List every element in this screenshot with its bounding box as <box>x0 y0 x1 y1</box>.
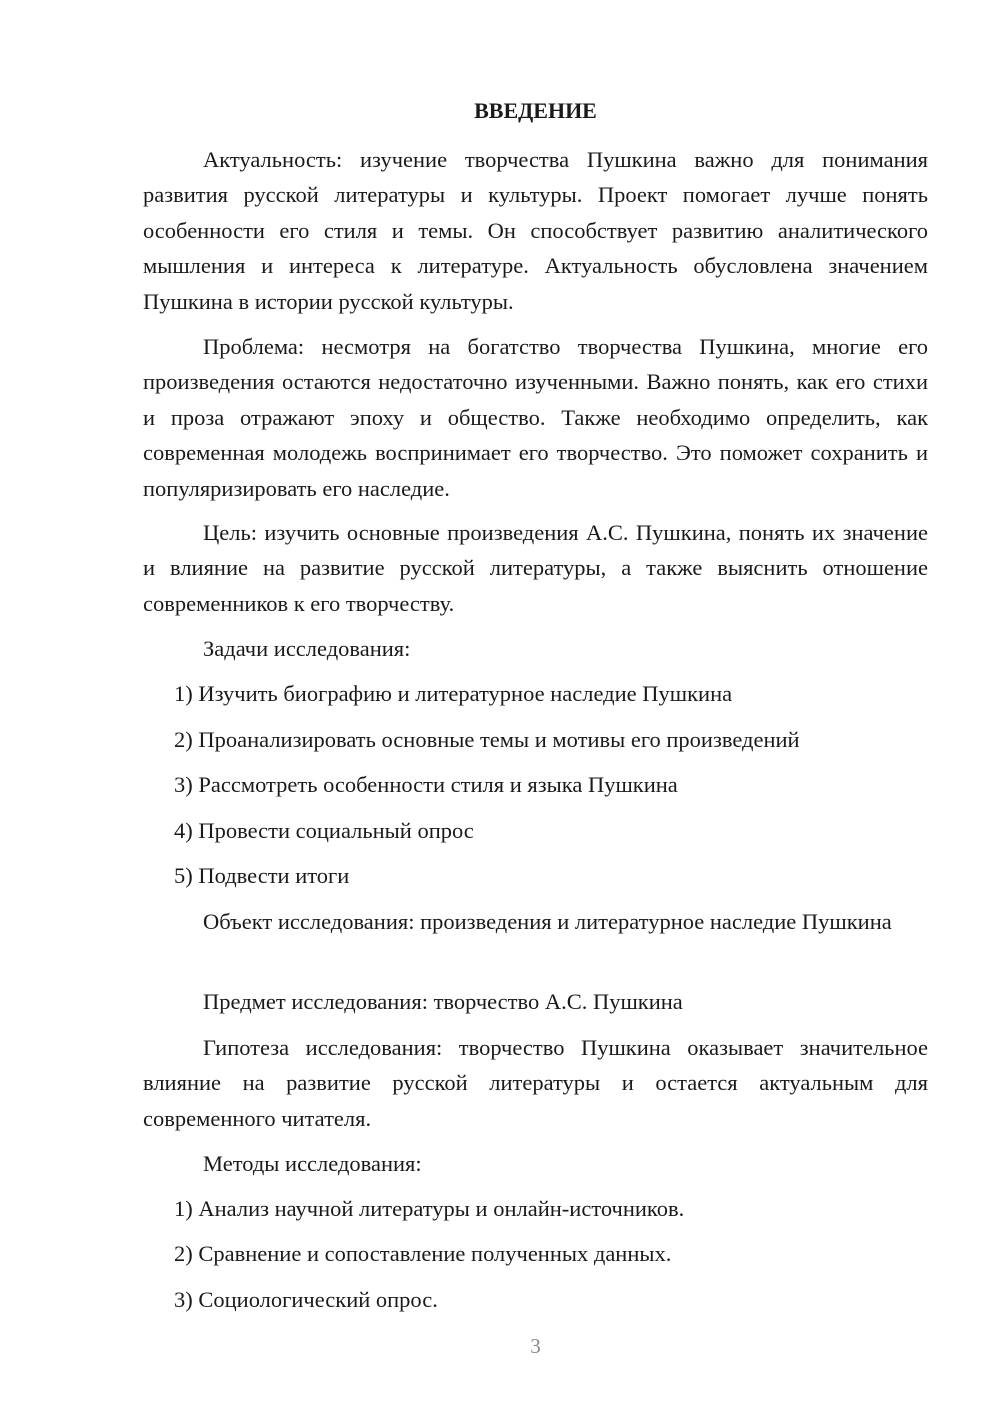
tasks-heading: Задачи исследования: <box>203 636 411 661</box>
task-item: 1) Изучить биографию и литературное наследие Пушкина <box>174 681 733 706</box>
problem-paragraph: Проблема: несмотря на богатство творчества Пушкина, многие его произведения остаются недостаточно изученными. Важно понять, как его стихи и проза отражают эпоху и общество. Также необходимо определить, как современная молодежь воспринимает его творчество. Это поможет сохранить и популяризировать его наследие. <box>143 334 928 501</box>
task-item: 4) Провести социальный опрос <box>174 818 474 843</box>
relevance-paragraph: Актуальность: изучение творчества Пушкина важно для понимания развития русской литературы и культуры. Проект помогает лучше понять особенности его стиля и темы. Он способствует развитию аналитического мышления и интереса к литературе. Актуальность обусловлена значением Пушкина в истории русской культуры. <box>143 147 928 314</box>
task-item: 2) Проанализировать основные темы и мотивы его произведений <box>174 727 800 752</box>
method-item: 1) Анализ научной литературы и онлайн-источников. <box>174 1196 685 1221</box>
hypothesis-paragraph: Гипотеза исследования: творчество Пушкина оказывает значительное влияние на развитие русской литературы и остается актуальным для современного читателя. <box>143 1035 928 1131</box>
task-item: 3) Рассмотреть особенности стиля и языка Пушкина <box>174 772 678 797</box>
task-item: 5) Подвести итоги <box>174 863 350 888</box>
goal-paragraph: Цель: изучить основные произведения А.С. Пушкина, понять их значение и влияние на развитие русской литературы, а также выяснить отношение современников к его творчеству. <box>143 520 928 616</box>
subject-paragraph: Предмет исследования: творчество А.С. Пушкина <box>203 989 683 1014</box>
methods-heading: Методы исследования: <box>203 1151 422 1176</box>
method-item: 2) Сравнение и сопоставление полученных данных. <box>174 1241 672 1266</box>
object-paragraph: Объект исследования: произведения и литературное наследие Пушкина <box>203 909 892 934</box>
page-number: 3 <box>530 1334 541 1358</box>
method-item: 3) Социологический опрос. <box>174 1287 438 1312</box>
page-title: ВВЕДЕНИЕ <box>474 98 597 123</box>
